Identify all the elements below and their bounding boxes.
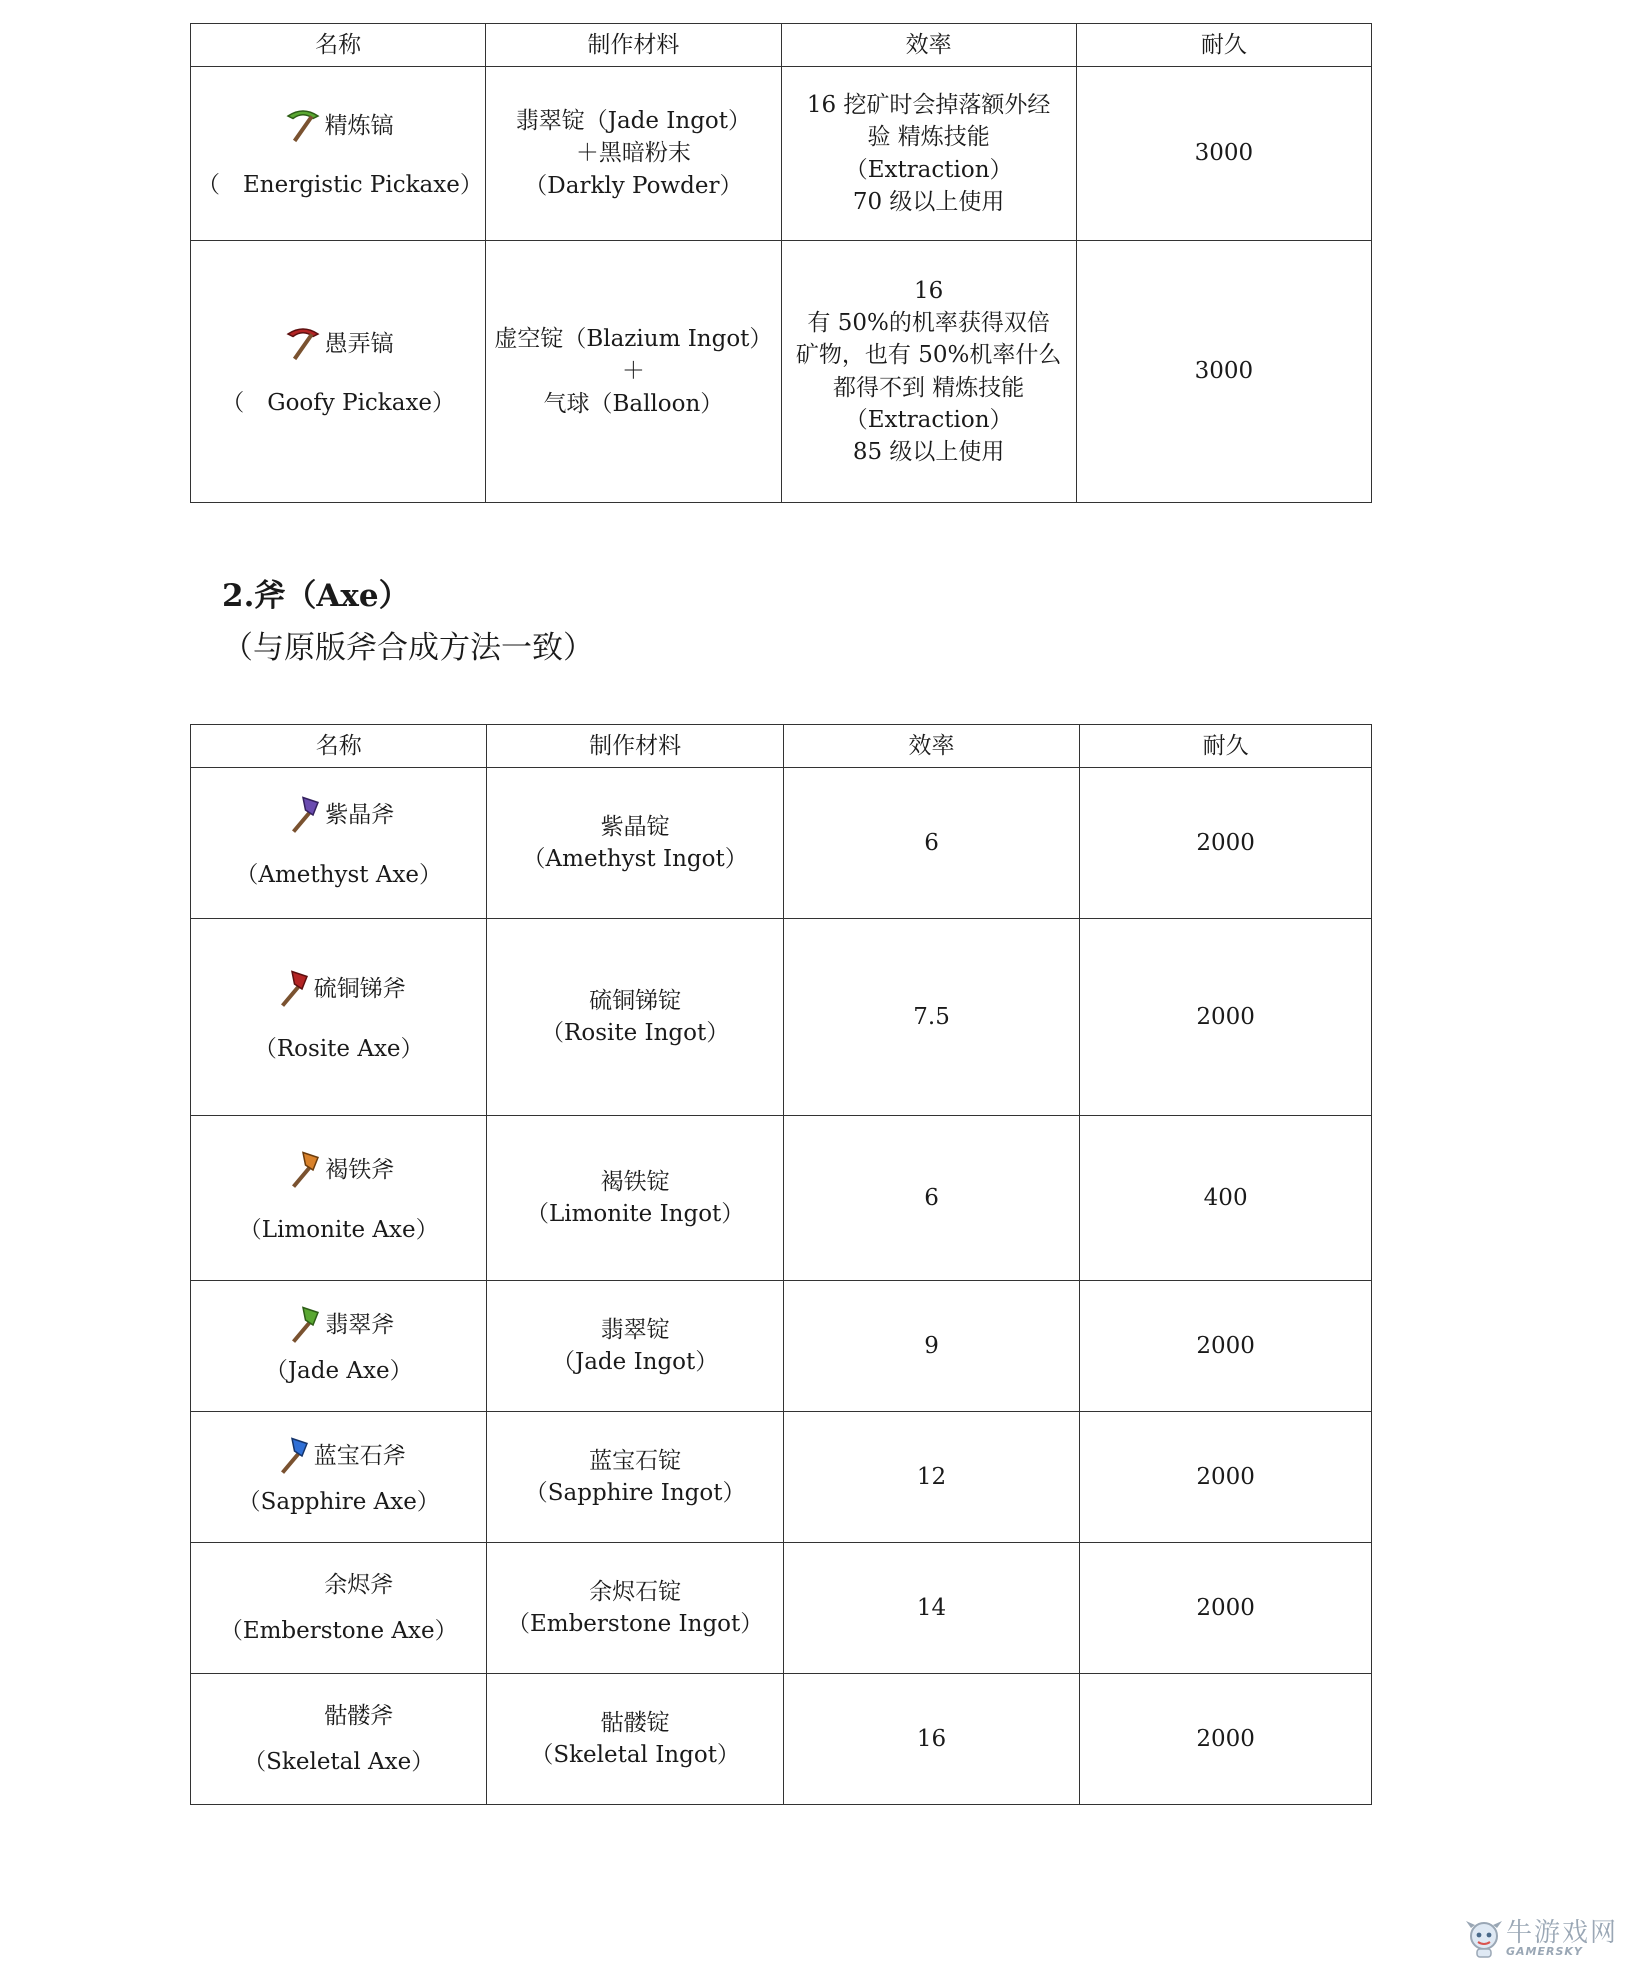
efficiency-cell: 14 bbox=[783, 1543, 1079, 1674]
name-cell bbox=[191, 1412, 487, 1543]
tool-name-cn: 硫铜锑斧 bbox=[313, 976, 406, 1003]
efficiency-line: 85 级以上使用 bbox=[852, 438, 1005, 465]
purple-axe-icon bbox=[283, 795, 323, 835]
table-row bbox=[191, 67, 1372, 241]
header-name: 名称 bbox=[191, 725, 487, 768]
material-line: ＋黑暗粉末 bbox=[575, 140, 691, 167]
efficiency-cell: 7.5 bbox=[783, 919, 1079, 1116]
material-en: （Rosite Ingot） bbox=[541, 1020, 730, 1046]
material-line: 翡翠锭（Jade Ingot） bbox=[515, 108, 752, 135]
name-cell bbox=[191, 1543, 487, 1674]
efficiency-cell: 12 bbox=[783, 1412, 1079, 1543]
efficiency-line: 都得不到 精炼技能 bbox=[832, 374, 1025, 401]
efficiency-line: 16 bbox=[913, 277, 944, 304]
table-row bbox=[191, 1116, 1372, 1281]
table-row bbox=[191, 768, 1372, 919]
durability-cell: 2000 bbox=[1080, 768, 1372, 919]
watermark-cn: 牛游戏网 bbox=[1505, 1917, 1618, 1948]
tool-name-cn: 余烬斧 bbox=[324, 1571, 394, 1598]
name-cell bbox=[191, 1281, 487, 1412]
materials-cell bbox=[486, 67, 781, 241]
table-row bbox=[191, 1412, 1372, 1543]
durability-cell: 3000 bbox=[1076, 241, 1371, 503]
tool-name-en: （Limonite Axe） bbox=[238, 1216, 439, 1243]
green-pickaxe-icon bbox=[283, 106, 323, 146]
material-cn: 翡翠锭 bbox=[600, 1316, 670, 1343]
material-line: （Darkly Powder） bbox=[524, 172, 743, 199]
tool-name-cn: 精炼镐 bbox=[324, 112, 394, 139]
tool-name-en: （Jade Axe） bbox=[264, 1357, 413, 1384]
efficiency-line: 有 50%的机率获得双倍 bbox=[807, 310, 1050, 337]
efficiency-cell: 6 bbox=[783, 1116, 1079, 1281]
tool-name-en: （Rosite Axe） bbox=[253, 1035, 424, 1062]
table-header-row bbox=[191, 725, 1372, 768]
durability-cell: 3000 bbox=[1076, 67, 1371, 241]
blue-axe-icon bbox=[272, 1436, 312, 1476]
axe-table bbox=[190, 724, 1372, 1805]
tool-name-en: （ Energistic Pickaxe） bbox=[197, 172, 483, 198]
material-line: ＋ bbox=[621, 358, 645, 385]
tool-name-cn: 紫晶斧 bbox=[325, 802, 395, 829]
efficiency-line: 70 级以上使用 bbox=[852, 188, 1005, 215]
table-row bbox=[191, 241, 1372, 503]
efficiency-cell: 6 bbox=[783, 768, 1079, 919]
material-cn: 骷髅锭 bbox=[600, 1709, 670, 1736]
table-row bbox=[191, 1281, 1372, 1412]
efficiency-cell bbox=[781, 241, 1076, 503]
tool-name-cn: 骷髅斧 bbox=[324, 1702, 394, 1729]
watermark bbox=[1462, 1916, 1618, 1960]
material-line: 虚空锭（Blazium Ingot） bbox=[494, 326, 773, 353]
durability-cell: 400 bbox=[1080, 1116, 1372, 1281]
material-en: （Skeletal Ingot） bbox=[530, 1742, 740, 1768]
durability-cell: 2000 bbox=[1080, 1281, 1372, 1412]
name-cell bbox=[191, 768, 487, 919]
materials-cell bbox=[487, 1412, 783, 1543]
header-durability: 耐久 bbox=[1076, 24, 1371, 67]
efficiency-line: （Extraction） bbox=[844, 406, 1013, 433]
material-en: （Emberstone Ingot） bbox=[506, 1611, 764, 1637]
material-en: （Amethyst Ingot） bbox=[522, 846, 748, 872]
watermark-en: GAMERSKY bbox=[1505, 1944, 1583, 1958]
durability-cell: 2000 bbox=[1080, 1412, 1372, 1543]
tool-name-en: （Skeletal Axe） bbox=[243, 1749, 435, 1775]
efficiency-cell: 16 bbox=[783, 1674, 1079, 1805]
tool-name-cn: 褐铁斧 bbox=[325, 1157, 395, 1184]
red-pickaxe-icon bbox=[283, 324, 323, 364]
green-axe-icon bbox=[283, 1305, 323, 1345]
name-cell bbox=[191, 67, 486, 241]
materials-cell bbox=[486, 241, 781, 503]
header-efficiency: 效率 bbox=[783, 725, 1079, 768]
name-cell bbox=[191, 1674, 487, 1805]
section-title: 2.斧（Axe） bbox=[222, 578, 410, 614]
material-en: （Limonite Ingot） bbox=[525, 1201, 745, 1227]
tool-name-en: （Sapphire Axe） bbox=[237, 1488, 440, 1515]
material-cn: 蓝宝石锭 bbox=[589, 1447, 682, 1474]
section-note: （与原版斧合成方法一致） bbox=[222, 630, 594, 666]
material-line: 气球（Balloon） bbox=[543, 390, 724, 417]
materials-cell bbox=[487, 1116, 783, 1281]
tool-name-en: （ Goofy Pickaxe） bbox=[221, 390, 456, 416]
tool-name-en: （Emberstone Axe） bbox=[219, 1618, 458, 1644]
durability-cell: 2000 bbox=[1080, 1543, 1372, 1674]
material-en: （Jade Ingot） bbox=[551, 1349, 719, 1375]
material-en: （Sapphire Ingot） bbox=[524, 1480, 746, 1506]
header-materials: 制作材料 bbox=[487, 725, 783, 768]
efficiency-cell: 9 bbox=[783, 1281, 1079, 1412]
tool-name-en: （Amethyst Axe） bbox=[235, 861, 443, 888]
header-materials: 制作材料 bbox=[486, 24, 781, 67]
materials-cell bbox=[487, 768, 783, 919]
material-cn: 余烬石锭 bbox=[589, 1578, 682, 1605]
name-cell bbox=[191, 919, 487, 1116]
material-cn: 褐铁锭 bbox=[600, 1168, 670, 1195]
red-axe-icon bbox=[272, 969, 312, 1009]
tool-name-cn: 翡翠斧 bbox=[325, 1312, 395, 1339]
table-header-row bbox=[191, 24, 1372, 67]
material-cn: 紫晶锭 bbox=[600, 813, 670, 840]
name-cell bbox=[191, 241, 486, 503]
tool-name-cn: 愚弄镐 bbox=[324, 330, 394, 357]
efficiency-cell bbox=[781, 67, 1076, 241]
materials-cell bbox=[487, 919, 783, 1116]
header-durability: 耐久 bbox=[1080, 725, 1372, 768]
table-row bbox=[191, 1543, 1372, 1674]
material-cn: 硫铜锑锭 bbox=[589, 987, 682, 1014]
tool-name-cn: 蓝宝石斧 bbox=[313, 1443, 406, 1470]
efficiency-line: （Extraction） bbox=[844, 156, 1013, 183]
materials-cell bbox=[487, 1674, 783, 1805]
table-row bbox=[191, 919, 1372, 1116]
efficiency-line: 16 挖矿时会掉落额外经 bbox=[806, 92, 1051, 119]
header-efficiency: 效率 bbox=[781, 24, 1076, 67]
name-cell bbox=[191, 1116, 487, 1281]
table-row bbox=[191, 1674, 1372, 1805]
materials-cell bbox=[487, 1543, 783, 1674]
durability-cell: 2000 bbox=[1080, 1674, 1372, 1805]
pickaxe-table bbox=[190, 23, 1372, 503]
durability-cell: 2000 bbox=[1080, 919, 1372, 1116]
materials-cell bbox=[487, 1281, 783, 1412]
header-name: 名称 bbox=[191, 24, 486, 67]
efficiency-line: 验 精炼技能 bbox=[867, 124, 990, 151]
gamersky-mascot-icon bbox=[1462, 1916, 1506, 1960]
efficiency-line: 矿物，也有 50%机率什么 bbox=[795, 342, 1062, 369]
orange-axe-icon bbox=[283, 1150, 323, 1190]
